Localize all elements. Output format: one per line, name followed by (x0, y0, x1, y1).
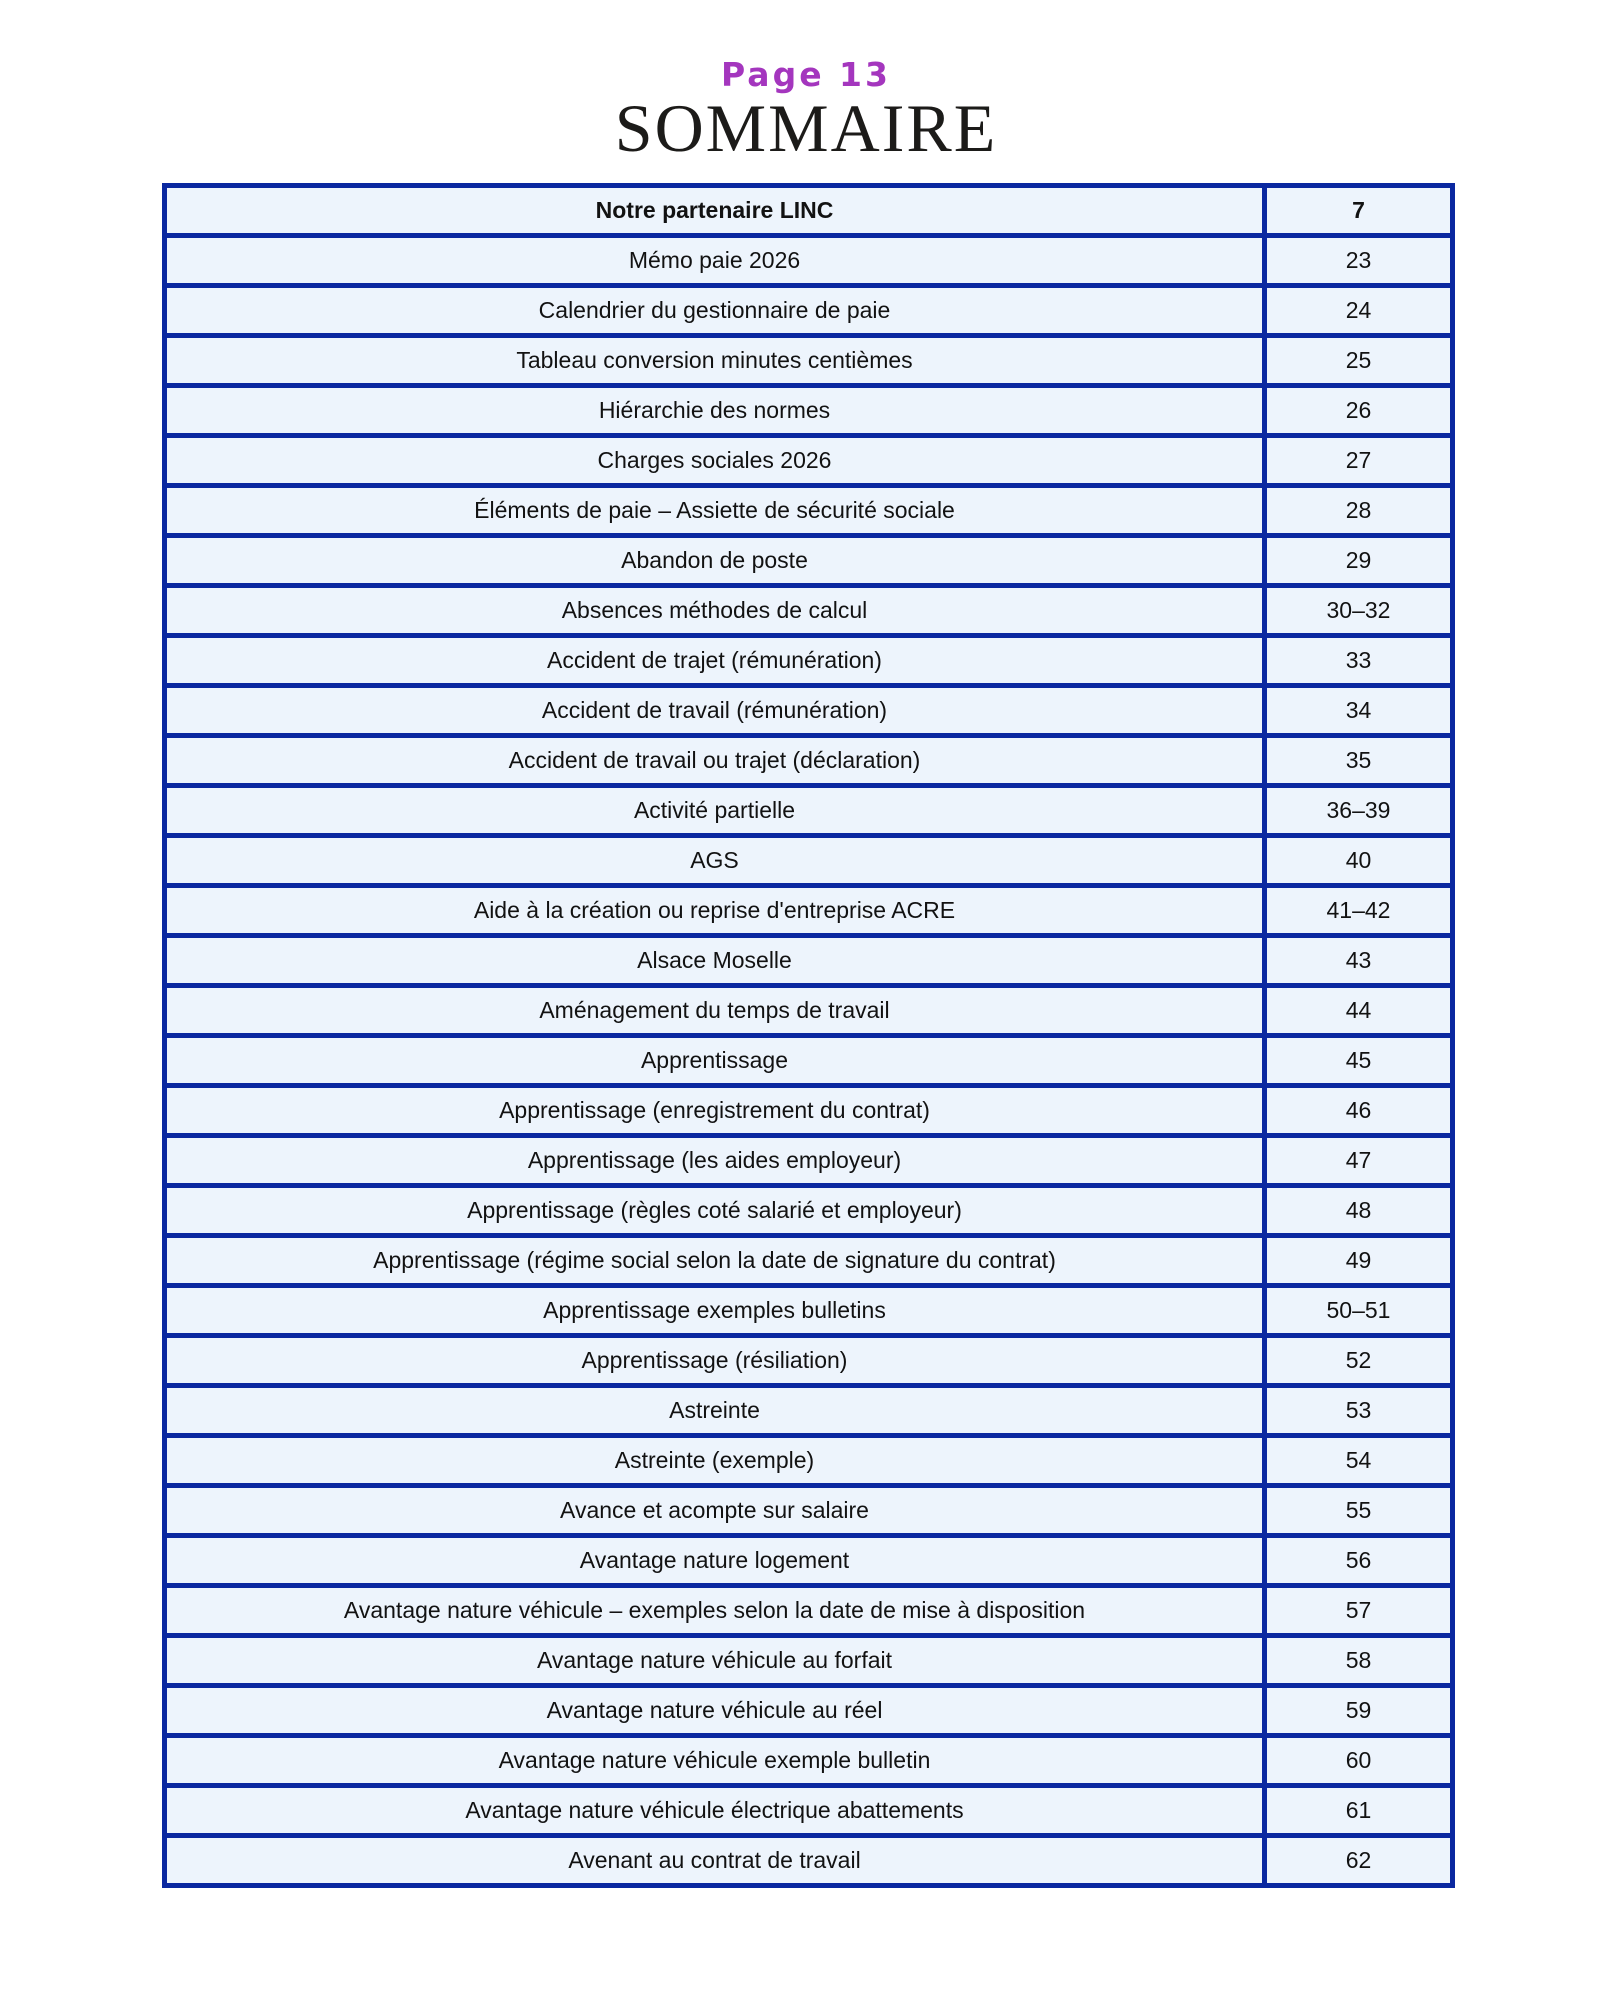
toc-title-cell: Alsace Moselle (165, 936, 1265, 986)
toc-title-cell: Aménagement du temps de travail (165, 986, 1265, 1036)
toc-title-cell: Avantage nature véhicule électrique abattements (165, 1786, 1265, 1836)
toc-page-cell: 54 (1265, 1436, 1453, 1486)
toc-title-cell: Tableau conversion minutes centièmes (165, 336, 1265, 386)
page-number-label: Page 13 (721, 55, 891, 94)
toc-title-cell: Astreinte (165, 1386, 1265, 1436)
toc-row (165, 286, 1453, 336)
toc-title-cell: Apprentissage exemples bulletins (165, 1286, 1265, 1336)
toc-page-cell: 61 (1265, 1786, 1453, 1836)
toc-page-cell: 7 (1265, 186, 1453, 236)
toc-row (165, 786, 1453, 836)
toc-row (165, 986, 1453, 1036)
toc-row (165, 1486, 1453, 1536)
toc-row (165, 1836, 1453, 1886)
toc-row (165, 436, 1453, 486)
toc-row (165, 1536, 1453, 1586)
toc-page-cell: 25 (1265, 336, 1453, 386)
toc-title-cell: Avantage nature véhicule exemple bulletin (165, 1736, 1265, 1786)
toc-page-cell: 26 (1265, 386, 1453, 436)
toc-page-cell: 58 (1265, 1636, 1453, 1686)
toc-page-cell: 49 (1265, 1236, 1453, 1286)
toc-page-cell: 62 (1265, 1836, 1453, 1886)
toc-row (165, 736, 1453, 786)
toc-row (165, 1286, 1453, 1336)
toc-row (165, 386, 1453, 436)
toc-page-cell: 35 (1265, 736, 1453, 786)
toc-title-cell: Apprentissage (165, 1036, 1265, 1086)
toc-title-cell: Apprentissage (les aides employeur) (165, 1136, 1265, 1186)
toc-page-cell: 33 (1265, 636, 1453, 686)
toc-page-cell: 57 (1265, 1586, 1453, 1636)
toc-row (165, 1336, 1453, 1386)
toc-page-cell: 24 (1265, 286, 1453, 336)
toc-title-cell: Activité partielle (165, 786, 1265, 836)
toc-row (165, 1136, 1453, 1186)
toc-title-cell: Mémo paie 2026 (165, 236, 1265, 286)
toc-row (165, 1786, 1453, 1836)
toc-title-cell: Avenant au contrat de travail (165, 1836, 1265, 1886)
toc-row (165, 1186, 1453, 1236)
toc-row (165, 1586, 1453, 1636)
toc-title-cell: Avantage nature véhicule au réel (165, 1686, 1265, 1736)
sommaire-table-body (165, 186, 1453, 1886)
toc-title-cell: Avantage nature véhicule – exemples selon la date de mise à disposition (165, 1586, 1265, 1636)
toc-row (165, 686, 1453, 736)
toc-title-cell: Apprentissage (règles coté salarié et employeur) (165, 1186, 1265, 1236)
toc-title-cell: Avance et acompte sur salaire (165, 1486, 1265, 1536)
toc-row (165, 1036, 1453, 1086)
toc-title-cell: Charges sociales 2026 (165, 436, 1265, 486)
toc-page-cell: 40 (1265, 836, 1453, 886)
toc-row (165, 1686, 1453, 1736)
toc-title-cell: Calendrier du gestionnaire de paie (165, 286, 1265, 336)
toc-page-cell: 36–39 (1265, 786, 1453, 836)
toc-title-cell: Accident de travail ou trajet (déclaration) (165, 736, 1265, 786)
toc-title-cell: Absences méthodes de calcul (165, 586, 1265, 636)
toc-title-cell: Hiérarchie des normes (165, 386, 1265, 436)
toc-row (165, 1436, 1453, 1486)
toc-page-cell: 48 (1265, 1186, 1453, 1236)
toc-row (165, 936, 1453, 986)
toc-row (165, 186, 1453, 236)
toc-page-cell: 55 (1265, 1486, 1453, 1536)
toc-row (165, 586, 1453, 636)
toc-row (165, 1386, 1453, 1436)
toc-page-cell: 56 (1265, 1536, 1453, 1586)
toc-page-cell: 29 (1265, 536, 1453, 586)
toc-title-cell: Abandon de poste (165, 536, 1265, 586)
sommaire-table (162, 183, 1455, 1888)
toc-page-cell: 34 (1265, 686, 1453, 736)
page-title: SOMMAIRE (614, 90, 998, 166)
toc-page-cell: 43 (1265, 936, 1453, 986)
toc-row (165, 1236, 1453, 1286)
toc-row (165, 1636, 1453, 1686)
toc-page-cell: 23 (1265, 236, 1453, 286)
toc-page-cell: 60 (1265, 1736, 1453, 1786)
toc-page-cell: 50–51 (1265, 1286, 1453, 1336)
toc-row (165, 636, 1453, 686)
toc-title-cell: Avantage nature logement (165, 1536, 1265, 1586)
toc-title-cell: AGS (165, 836, 1265, 886)
toc-page-cell: 41–42 (1265, 886, 1453, 936)
toc-page-cell: 27 (1265, 436, 1453, 486)
toc-page-cell: 47 (1265, 1136, 1453, 1186)
toc-title-cell: Apprentissage (régime social selon la date de signature du contrat) (165, 1236, 1265, 1286)
toc-page-cell: 30–32 (1265, 586, 1453, 636)
toc-title-cell: Aide à la création ou reprise d'entreprise ACRE (165, 886, 1265, 936)
toc-title-cell: Accident de trajet (rémunération) (165, 636, 1265, 686)
toc-row (165, 886, 1453, 936)
toc-row (165, 836, 1453, 886)
toc-title-cell: Apprentissage (enregistrement du contrat) (165, 1086, 1265, 1136)
toc-row (165, 1086, 1453, 1136)
toc-page-cell: 52 (1265, 1336, 1453, 1386)
toc-row (165, 1736, 1453, 1786)
toc-page-cell: 59 (1265, 1686, 1453, 1736)
toc-page-cell: 28 (1265, 486, 1453, 536)
toc-title-cell: Avantage nature véhicule au forfait (165, 1636, 1265, 1686)
toc-title-cell: Notre partenaire LINC (165, 186, 1265, 236)
toc-page-cell: 44 (1265, 986, 1453, 1036)
toc-title-cell: Éléments de paie – Assiette de sécurité sociale (165, 486, 1265, 536)
toc-title-cell: Astreinte (exemple) (165, 1436, 1265, 1486)
toc-page-cell: 45 (1265, 1036, 1453, 1086)
toc-row (165, 236, 1453, 286)
toc-title-cell: Apprentissage (résiliation) (165, 1336, 1265, 1386)
toc-page-cell: 46 (1265, 1086, 1453, 1136)
toc-title-cell: Accident de travail (rémunération) (165, 686, 1265, 736)
toc-row (165, 336, 1453, 386)
toc-row (165, 536, 1453, 586)
toc-page-cell: 53 (1265, 1386, 1453, 1436)
toc-row (165, 486, 1453, 536)
